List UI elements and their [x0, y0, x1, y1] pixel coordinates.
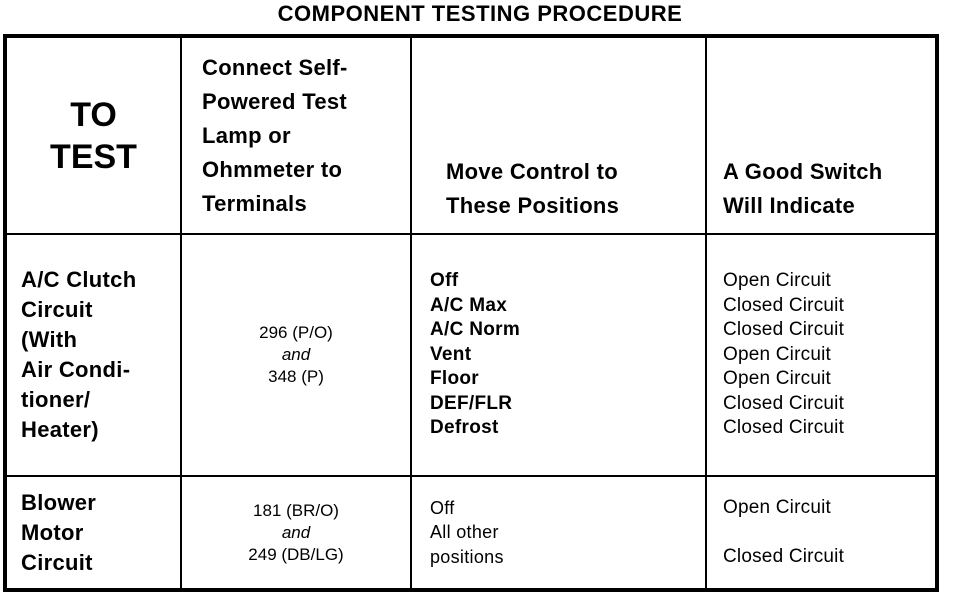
table-row-ac-clutch: [7, 234, 935, 476]
terminals-cell: [181, 476, 411, 588]
component-cell: [7, 476, 181, 588]
indication-item: Closed Circuit: [723, 294, 845, 316]
component-line: Heater): [21, 417, 99, 442]
indication-item: Closed Circuit: [723, 545, 845, 567]
component-line: Blower: [21, 489, 97, 515]
position-item: Off: [430, 497, 455, 518]
indication-item: Open Circuit: [723, 343, 831, 365]
header-good-switch: [706, 38, 935, 234]
position-item: Defrost: [430, 417, 499, 439]
component-line: Circuit: [21, 297, 93, 322]
terminal-and: and: [281, 345, 311, 364]
terminal-value: 296 (P/O): [259, 323, 333, 342]
indications-cell: [706, 476, 935, 588]
indication-item: Closed Circuit: [723, 319, 845, 341]
header-line: Ohmmeter to: [202, 156, 343, 182]
table-row-blower-motor: [7, 476, 935, 588]
component-line: (With: [21, 327, 78, 352]
terminals-cell: [181, 234, 411, 476]
positions-cell: [411, 476, 706, 588]
component-line: Circuit: [21, 549, 93, 575]
indication-item: Closed Circuit: [723, 417, 845, 439]
component-cell: [7, 234, 181, 476]
position-item: Floor: [430, 368, 479, 390]
indications-cell: [706, 234, 935, 476]
position-item: positions: [430, 546, 504, 567]
terminal-value: 348 (P): [268, 367, 324, 386]
page-title: COMPONENT TESTING PROCEDURE: [277, 1, 683, 26]
header-move-control: [411, 38, 706, 234]
indication-item: Open Circuit: [723, 496, 831, 518]
indication-item: Open Circuit: [723, 270, 831, 292]
header-line: TO: [70, 95, 117, 134]
header-connect-terminals: [181, 38, 411, 234]
terminal-and: and: [281, 522, 311, 542]
header-line: Lamp or: [202, 122, 291, 148]
header-line: Connect Self-: [202, 54, 348, 80]
position-item: DEF/FLR: [430, 392, 513, 414]
header-line: A Good Switch: [723, 159, 883, 184]
component-line: tioner/: [21, 387, 91, 412]
terminal-value: 249 (DB/LG): [248, 544, 344, 564]
header-line: Powered Test: [202, 88, 348, 114]
header-row: [7, 38, 935, 234]
position-item: Off: [430, 270, 459, 292]
position-item: All other: [430, 522, 499, 543]
terminal-value: 181 (BR/O): [253, 500, 339, 520]
position-item: A/C Norm: [430, 319, 521, 341]
header-line: Will Indicate: [723, 193, 856, 218]
component-line: Motor: [21, 519, 84, 545]
indication-item: Open Circuit: [723, 368, 831, 390]
component-line: A/C Clutch: [21, 267, 137, 292]
component-line: Air Condi-: [21, 357, 131, 382]
header-line: Terminals: [202, 190, 307, 216]
component-testing-table: [7, 38, 935, 588]
position-item: Vent: [430, 343, 472, 365]
position-item: A/C Max: [430, 294, 508, 316]
header-line: Move Control to: [446, 159, 618, 184]
indication-item: Closed Circuit: [723, 392, 845, 414]
indication-spacer: [723, 520, 935, 545]
header-to-test: [7, 38, 181, 234]
positions-cell: [411, 234, 706, 476]
header-line: These Positions: [446, 193, 620, 218]
testing-table-frame: [3, 34, 939, 592]
header-line: TEST: [50, 137, 137, 176]
